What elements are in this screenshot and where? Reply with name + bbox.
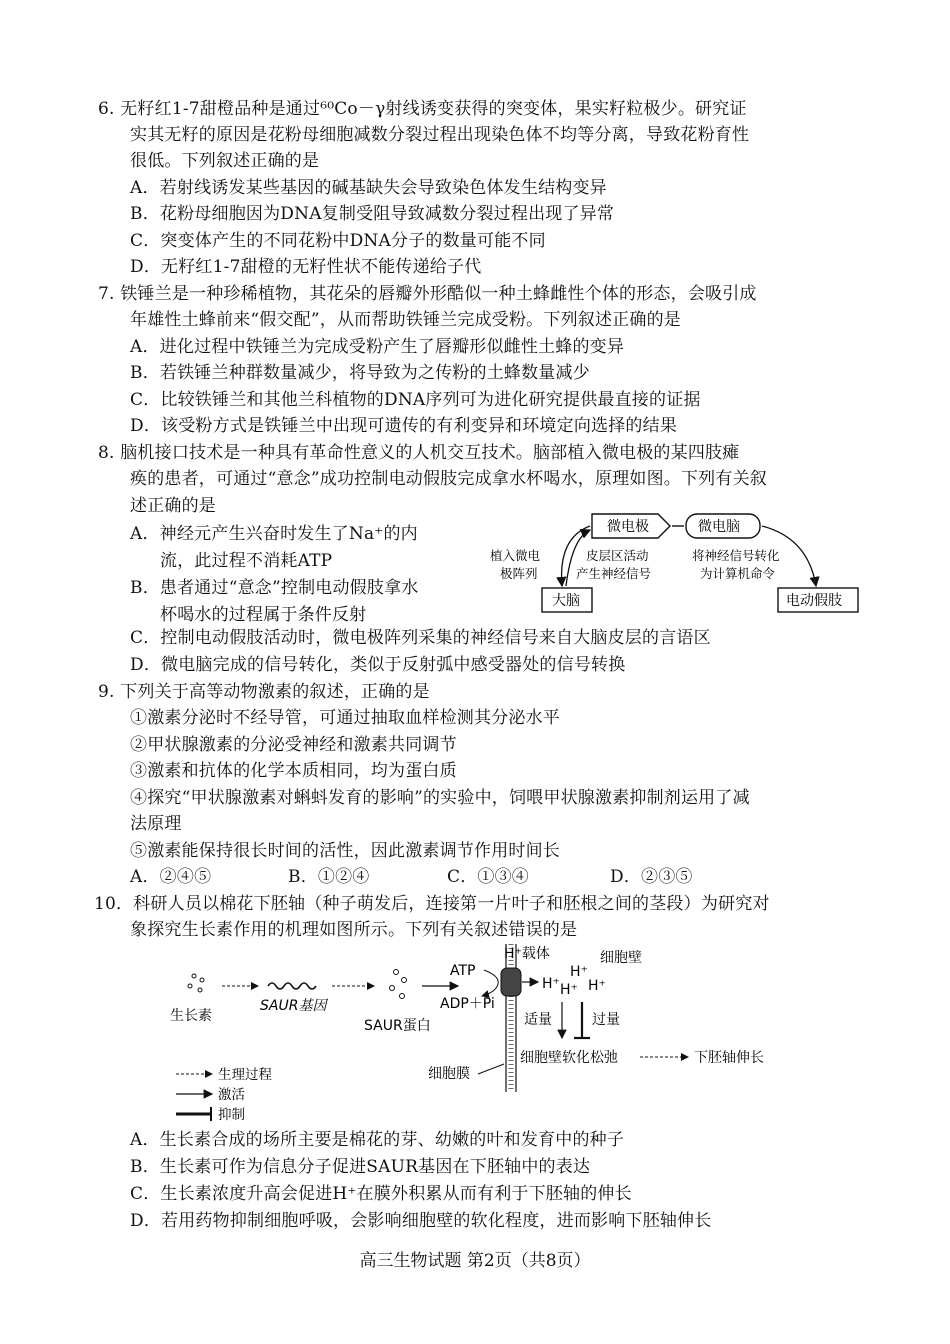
- q10-stem-line2: 象探究生长素作用的机理如图所示。下列有关叙述错误的是: [130, 920, 578, 940]
- convert-label-1: 将神经信号转化: [692, 548, 780, 563]
- q6-option-c: C．突变体产生的不同花粉中DNA分子的数量可能不同: [130, 231, 546, 251]
- carrier-label: H⁺载体: [504, 946, 550, 962]
- q9-option-a: A．②④⑤: [130, 867, 212, 887]
- q10-auxin-mechanism-diagram: [160, 942, 800, 1126]
- cell-membrane-icon: [506, 944, 516, 1092]
- q6-option-b: B．花粉母细胞因为DNA复制受阻导致减数分裂过程出现了异常: [130, 204, 615, 224]
- elongation-label: 下胚轴伸长: [694, 1050, 764, 1066]
- membrane-label: 细胞膜: [428, 1066, 470, 1082]
- cortex-label-2: 产生神经信号: [576, 566, 652, 581]
- electrode-label: 微电极: [607, 519, 649, 535]
- q9-stem: 9. 下列关于高等动物激素的叙述，正确的是: [98, 682, 430, 702]
- q6-stem-line3: 很低。下列叙述正确的是: [130, 151, 320, 171]
- q10-option-a: A．生长素合成的场所主要是棉花的芽、幼嫩的叶和发育中的种子: [130, 1130, 625, 1150]
- q10-option-d: D．若用药物抑制细胞呼吸，会影响细胞壁的软化程度，进而影响下胚轴伸长: [130, 1211, 712, 1231]
- auxin-molecules-icon: [188, 974, 204, 992]
- q9-statement-2: ②甲状腺激素的分泌受神经和激素共同调节: [130, 735, 457, 755]
- h-ion-3: H⁺: [560, 982, 578, 998]
- saur-protein-icon: [390, 970, 407, 999]
- h-ion-2: H⁺: [570, 964, 588, 980]
- q9-option-b: B．①②④: [288, 867, 370, 887]
- cortex-label-1: 皮层区活动: [586, 548, 649, 563]
- q7-option-d: D．该受粉方式是铁锤兰中出现可遗传的有利变异和环境定向选择的结果: [130, 416, 678, 436]
- h-ion-1: H⁺: [542, 976, 560, 992]
- saur-gene-icon: [268, 983, 316, 989]
- q8-stem-line2: 痪的患者，可通过“意念”成功控制电动假肢完成拿水杯喝水，原理如图。下列有关叙: [130, 469, 767, 489]
- q9-statement-4-line2: 法原理: [130, 814, 182, 834]
- q10-option-b: B．生长素可作为信息分子促进SAUR基因在下胚轴中的表达: [130, 1157, 591, 1177]
- q8-option-b-line1: B．患者通过“意念”控制电动假肢拿水: [130, 578, 419, 598]
- q8-option-c: C．控制电动假肢活动时，微电极阵列采集的神经信号来自大脑皮层的言语区: [130, 628, 711, 648]
- q7-option-a: A．进化过程中铁锤兰为完成受粉产生了唇瓣形似雌性土蜂的变异: [130, 337, 625, 357]
- adp-label: ADP＋Pi: [440, 996, 495, 1012]
- q6-option-d: D．无籽红1-7甜橙的无籽性状不能传递给子代: [130, 257, 482, 277]
- q8-option-b-line2: 杯喝水的过程属于条件反射: [160, 605, 367, 625]
- q10-stem-line1: 10．科研人员以棉花下胚轴（种子萌发后，连接第一片叶子和胚根之间的茎段）为研究对: [94, 894, 770, 914]
- q7-stem-line1: 7. 铁锤兰是一种珍稀植物，其花朵的唇瓣外形酷似一种土蜂雌性个体的形态，会吸引成: [98, 284, 757, 304]
- legend-process-label: 生理过程: [218, 1067, 272, 1083]
- implant-label-2: 极阵列: [500, 566, 538, 581]
- q9-statement-3: ③激素和抗体的化学本质相同，均为蛋白质: [130, 761, 457, 781]
- brain-label: 大脑: [552, 593, 580, 609]
- q8-stem-line3: 述正确的是: [130, 496, 216, 516]
- q7-stem-line2: 年雄性土蜂前来“假交配”，从而帮助铁锤兰完成受粉。下列叙述正确的是: [130, 310, 681, 330]
- q6-stem-line1: 6. 无籽红1-7甜橙品种是通过⁶⁰Co－γ射线诱变获得的突变体，果实籽粒极少。研究证: [98, 99, 747, 119]
- q9-option-d: D．②③⑤: [610, 867, 693, 887]
- h-ion-4: H⁺: [588, 978, 606, 994]
- moderate-label: 适量: [524, 1012, 552, 1028]
- implant-label-1: 植入微电: [490, 548, 541, 563]
- legend-activate-label: 激活: [218, 1087, 245, 1103]
- atp-hydrolysis-arrow: [482, 970, 498, 996]
- q8-brain-computer-diagram: [486, 508, 866, 618]
- q10-option-c: C．生长素浓度升高会促进H⁺在膜外积累从而有利于下胚轴的伸长: [130, 1184, 632, 1204]
- q7-option-c: C．比较铁锤兰和其他兰科植物的DNA序列可为进化研究提供最直接的证据: [130, 390, 701, 410]
- q8-option-a-line2: 流，此过程不消耗ATP: [160, 551, 333, 571]
- h-carrier-icon: [501, 968, 521, 996]
- q9-statement-5: ⑤激素能保持很长时间的活性，因此激素调节作用时间长: [130, 841, 560, 861]
- saur-gene-label: SAUR基因: [260, 998, 327, 1014]
- q9-option-c: C．①③④: [447, 867, 530, 887]
- q8-stem-line1: 8. 脑机接口技术是一种具有革命性意义的人机交互技术。脑部植入微电极的某四肢瘫: [98, 443, 740, 463]
- q7-option-b: B．若铁锤兰种群数量减少，将导致为之传粉的土蜂数量减少: [130, 363, 590, 383]
- wall-loosening-label: 细胞壁软化松弛: [520, 1050, 618, 1066]
- auxin-label: 生长素: [170, 1008, 212, 1024]
- cell-wall-label: 细胞壁: [600, 950, 642, 966]
- q9-statement-4-line1: ④探究“甲状腺激素对蝌蚪发育的影响”的实验中，饲喂甲状腺激素抑制剂运用了减: [130, 788, 750, 808]
- atp-label: ATP: [450, 963, 476, 979]
- convert-label-2: 为计算机命令: [700, 566, 776, 581]
- legend-inhibit-label: 抑制: [218, 1107, 245, 1123]
- excess-label: 过量: [592, 1012, 620, 1028]
- computer-label: 微电脑: [698, 519, 740, 535]
- saur-protein-label: SAUR蛋白: [364, 1018, 431, 1034]
- membrane-pointer: [478, 1064, 504, 1074]
- q8-option-a-line1: A．神经元产生兴奋时发生了Na⁺的内: [130, 524, 418, 544]
- q9-statement-1: ①激素分泌时不经导管，可通过抽取血样检测其分泌水平: [130, 708, 560, 728]
- prosthesis-label: 电动假肢: [786, 593, 842, 609]
- q6-stem-line2: 实其无籽的原因是花粉母细胞减数分裂过程出现染色体不均等分离，导致花粉育性: [130, 125, 750, 145]
- q8-option-d: D．微电脑完成的信号转化，类似于反射弧中感受器处的信号转换: [130, 655, 626, 675]
- page-footer: 高三生物试题 第2页（共8页）: [359, 1251, 591, 1271]
- q6-option-a: A．若射线诱发某些基因的碱基缺失会导致染色体发生结构变异: [130, 178, 607, 198]
